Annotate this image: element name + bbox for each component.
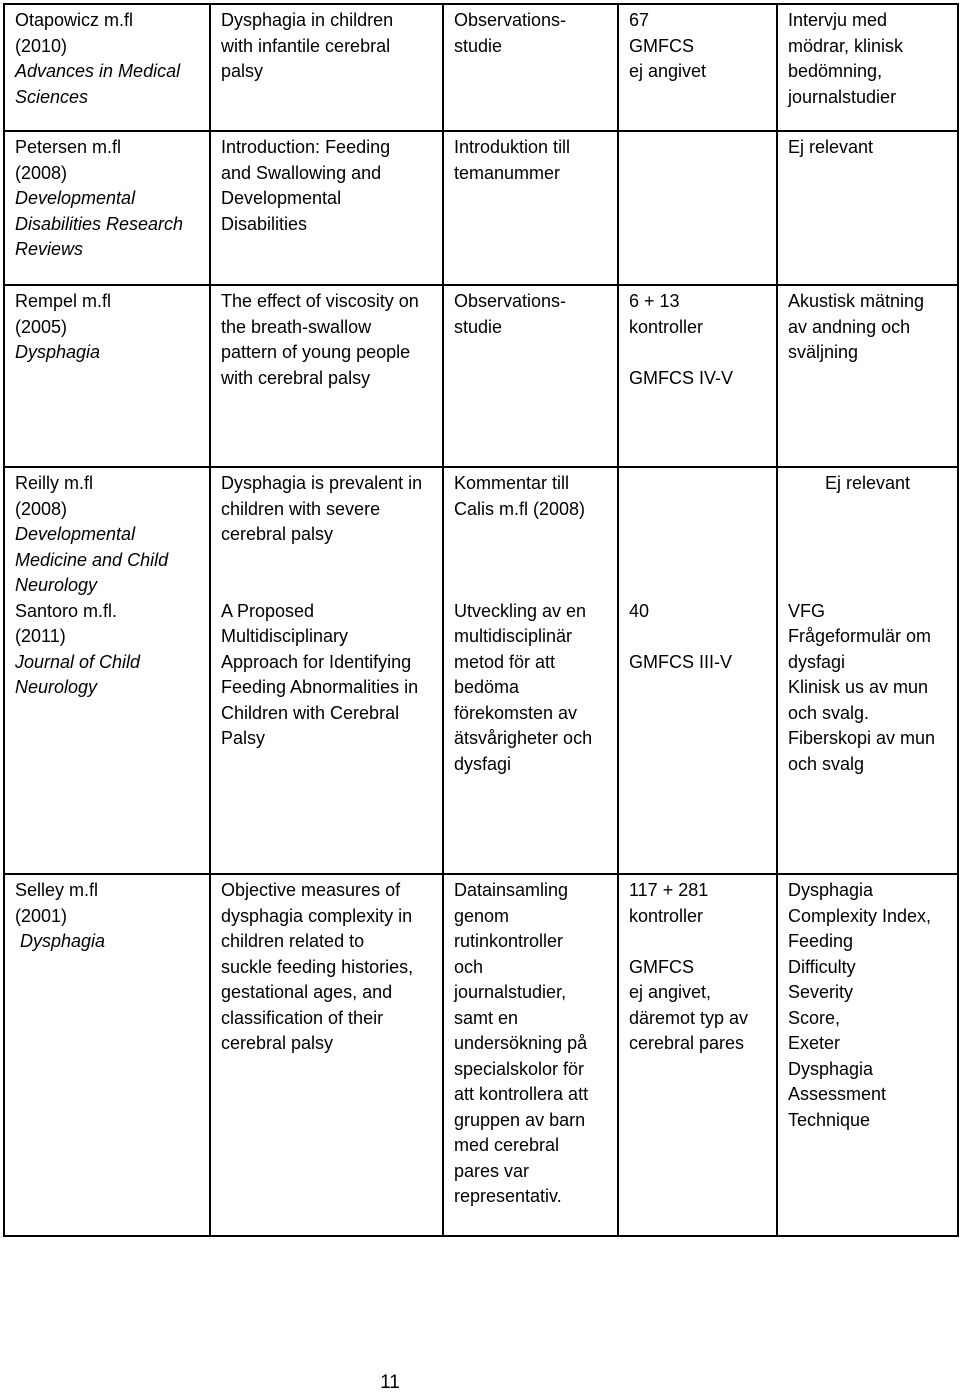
sample-line: 6 + 13 (629, 291, 680, 311)
sample-line: GMFCS (629, 35, 694, 56)
author-name: Reilly m.fl (15, 473, 94, 493)
journal-name: Medicine and Child (15, 549, 169, 570)
title-cell (210, 131, 443, 285)
author-year: (2001) (15, 905, 68, 926)
method-line: sväljning (788, 342, 859, 362)
journal-name: Reviews (15, 239, 84, 259)
method-line: Frågeformulär om (788, 626, 932, 646)
method-line: Dysphagia (788, 1058, 874, 1079)
title-line: classification of their (221, 1007, 384, 1028)
journal-name: Neurology (15, 677, 98, 697)
title-line: Palsy (221, 728, 266, 748)
table-row (4, 467, 958, 874)
title-cell (210, 4, 443, 131)
design-line: Calis m.fl (2008) (454, 498, 586, 519)
title-line: The effect of viscosity on (221, 291, 419, 311)
method-line: Exeter (788, 1033, 841, 1053)
author-year: (2011) (15, 626, 66, 646)
method-line: VFG (788, 600, 826, 621)
title-line: Dysphagia is prevalent in (221, 473, 423, 493)
method-line: och svalg (788, 753, 865, 774)
design-cell (443, 131, 618, 285)
spacer (454, 573, 607, 599)
design-line: bedöma (454, 677, 520, 697)
design-line: studie (454, 35, 503, 56)
method-line: Intervju med (788, 10, 888, 30)
sample-cell (618, 467, 777, 874)
journal-name: Developmental (15, 524, 136, 544)
method-line: Klinisk us av mun (788, 677, 929, 697)
design-line: Introduktion till (454, 137, 571, 157)
design-cell (443, 874, 618, 1236)
author-year: (2008) (15, 162, 68, 183)
method-line: journalstudier (788, 86, 897, 107)
spacer (629, 624, 766, 650)
author-year: (2008) (15, 498, 68, 519)
title-line: palsy (221, 61, 264, 81)
method-line: Akustisk mätning (788, 291, 925, 311)
method-line: av andning och (788, 316, 911, 337)
journal-name: Dysphagia (20, 931, 106, 951)
design-line: multidisciplinär (454, 626, 573, 646)
design-line: genom (454, 905, 510, 926)
table-row (4, 4, 958, 131)
design-line: samt en (454, 1007, 519, 1028)
title-cell (210, 467, 443, 874)
title-line: with infantile cerebral (221, 35, 391, 56)
sample-line: 117 + 281 (629, 880, 709, 900)
journal-name: Neurology (15, 575, 98, 595)
design-cell (443, 4, 618, 131)
author-cell (4, 285, 210, 467)
title-line: children with severe (221, 498, 381, 519)
method-line: Dysphagia (788, 880, 874, 900)
spacer (788, 573, 947, 599)
author-name: Selley m.fl (15, 880, 99, 900)
design-line: representativ. (454, 1186, 562, 1206)
title-line: Introduction: Feeding (221, 137, 391, 157)
title-line: and Swallowing and (221, 162, 382, 183)
author-name: Petersen m.fl (15, 137, 122, 157)
method-cell (777, 131, 958, 285)
design-line: specialskolor för (454, 1058, 585, 1079)
design-line: dysfagi (454, 753, 512, 774)
design-line: undersökning på (454, 1033, 588, 1053)
method-line: Feeding (788, 931, 854, 951)
method-line: Technique (788, 1109, 871, 1130)
method-line: Ej relevant (788, 137, 874, 157)
method-line: Complexity Index, (788, 905, 932, 926)
design-line: metod för att (454, 651, 556, 672)
author-cell (4, 4, 210, 131)
method-cell (777, 874, 958, 1236)
author-name: Otapowicz m.fl (15, 10, 134, 30)
sample-cell (618, 874, 777, 1236)
method-line: Severity (788, 982, 854, 1002)
spacer (629, 573, 766, 599)
design-line: att kontrollera att (454, 1084, 589, 1104)
sample-line: GMFCS IV-V (629, 367, 734, 388)
title-line: Children with Cerebral (221, 702, 400, 723)
sample-line: kontroller (629, 316, 704, 337)
sample-line: 40 (629, 600, 650, 621)
title-line: Developmental (221, 188, 342, 208)
design-line: och (454, 956, 484, 977)
design-line: med cerebral (454, 1135, 560, 1155)
title-line: pattern of young people (221, 342, 411, 362)
sample-line: GMFCS (629, 956, 694, 977)
spacer (221, 573, 432, 599)
method-cell (777, 285, 958, 467)
journal-name: Dysphagia (15, 342, 101, 362)
method-cell (777, 467, 958, 874)
spacer (221, 548, 432, 574)
sample-line: ej angivet (629, 61, 707, 81)
sample-line: kontroller (629, 905, 704, 926)
spacer (788, 497, 947, 523)
method-cell (777, 4, 958, 131)
title-line: Multidisciplinary (221, 626, 349, 646)
journal-name: Sciences (15, 86, 89, 107)
title-line: Feeding Abnormalities in (221, 677, 419, 697)
author-cell (4, 874, 210, 1236)
spacer (629, 548, 766, 574)
design-line: Observations- (454, 291, 567, 311)
title-cell (210, 874, 443, 1236)
spacer (629, 340, 766, 366)
spacer (788, 548, 947, 574)
journal-name: Journal of Child (15, 651, 141, 672)
design-line: pares var (454, 1160, 530, 1181)
author-year: (2010) (15, 35, 68, 56)
sample-line: 67 (629, 10, 650, 30)
title-line: cerebral palsy (221, 1033, 334, 1053)
sample-line: ej angivet, (629, 982, 712, 1002)
sample-line: GMFCS III-V (629, 651, 732, 672)
title-line: gestational ages, and (221, 982, 393, 1002)
method-line: mödrar, klinisk (788, 35, 904, 56)
literature-table (3, 3, 959, 1237)
author-cell (4, 131, 210, 285)
title-line: suckle feeding histories, (221, 956, 414, 977)
sample-line: däremot typ av (629, 1007, 749, 1028)
title-line: Approach for Identifying (221, 651, 412, 672)
title-cell (210, 285, 443, 467)
design-line: gruppen av barn (454, 1109, 586, 1130)
journal-name: Disabilities Research (15, 213, 184, 234)
author-cell (4, 467, 210, 874)
title-line: the breath-swallow (221, 316, 372, 337)
design-line: förekomsten av (454, 702, 578, 723)
spacer (454, 522, 607, 548)
method-line: Ej relevant (824, 473, 911, 493)
spacer (788, 522, 947, 548)
design-line: journalstudier, (454, 982, 567, 1002)
table-row (4, 874, 958, 1236)
journal-name: Developmental (15, 188, 136, 208)
author-name: Santoro m.fl. (15, 600, 118, 621)
design-line: rutinkontroller (454, 931, 564, 951)
table-row (4, 131, 958, 285)
design-line: temanummer (454, 162, 561, 183)
method-line: Score, (788, 1007, 841, 1028)
method-line: bedömning, (788, 61, 883, 81)
title-line: Disabilities (221, 213, 308, 234)
title-line: children related to (221, 931, 365, 951)
design-line: studie (454, 316, 503, 337)
design-line: Datainsamling (454, 880, 569, 900)
sample-cell (618, 285, 777, 467)
title-line: Objective measures of (221, 880, 401, 900)
design-cell (443, 285, 618, 467)
design-line: Kommentar till (454, 473, 570, 493)
sample-cell (618, 131, 777, 285)
sample-cell (618, 4, 777, 131)
method-line: dysfagi (788, 651, 846, 672)
spacer (629, 497, 766, 523)
title-line: dysphagia complexity in (221, 905, 413, 926)
design-cell (443, 467, 618, 874)
title-line: cerebral palsy (221, 524, 334, 544)
method-line: Assessment (788, 1084, 887, 1104)
author-year: (2005) (15, 316, 68, 337)
sample-line: cerebral pares (629, 1033, 745, 1053)
method-line: och svalg. (788, 702, 870, 723)
method-line: Difficulty (788, 956, 856, 977)
author-name: Rempel m.fl (15, 291, 112, 311)
title-line: A Proposed (221, 600, 315, 621)
spacer (454, 548, 607, 574)
method-line: Fiberskopi av mun (788, 728, 936, 748)
page-number: 11 (380, 1372, 400, 1393)
design-line: ätsvårigheter och (454, 728, 593, 748)
journal-name: Advances in Medical (15, 61, 181, 81)
design-line: Utveckling av en (454, 600, 587, 621)
spacer (629, 471, 766, 497)
spacer (629, 522, 766, 548)
title-line: Dysphagia in children (221, 10, 394, 30)
table-row (4, 285, 958, 467)
title-line: with cerebral palsy (221, 367, 371, 388)
spacer (629, 929, 766, 955)
design-line: Observations- (454, 10, 567, 30)
